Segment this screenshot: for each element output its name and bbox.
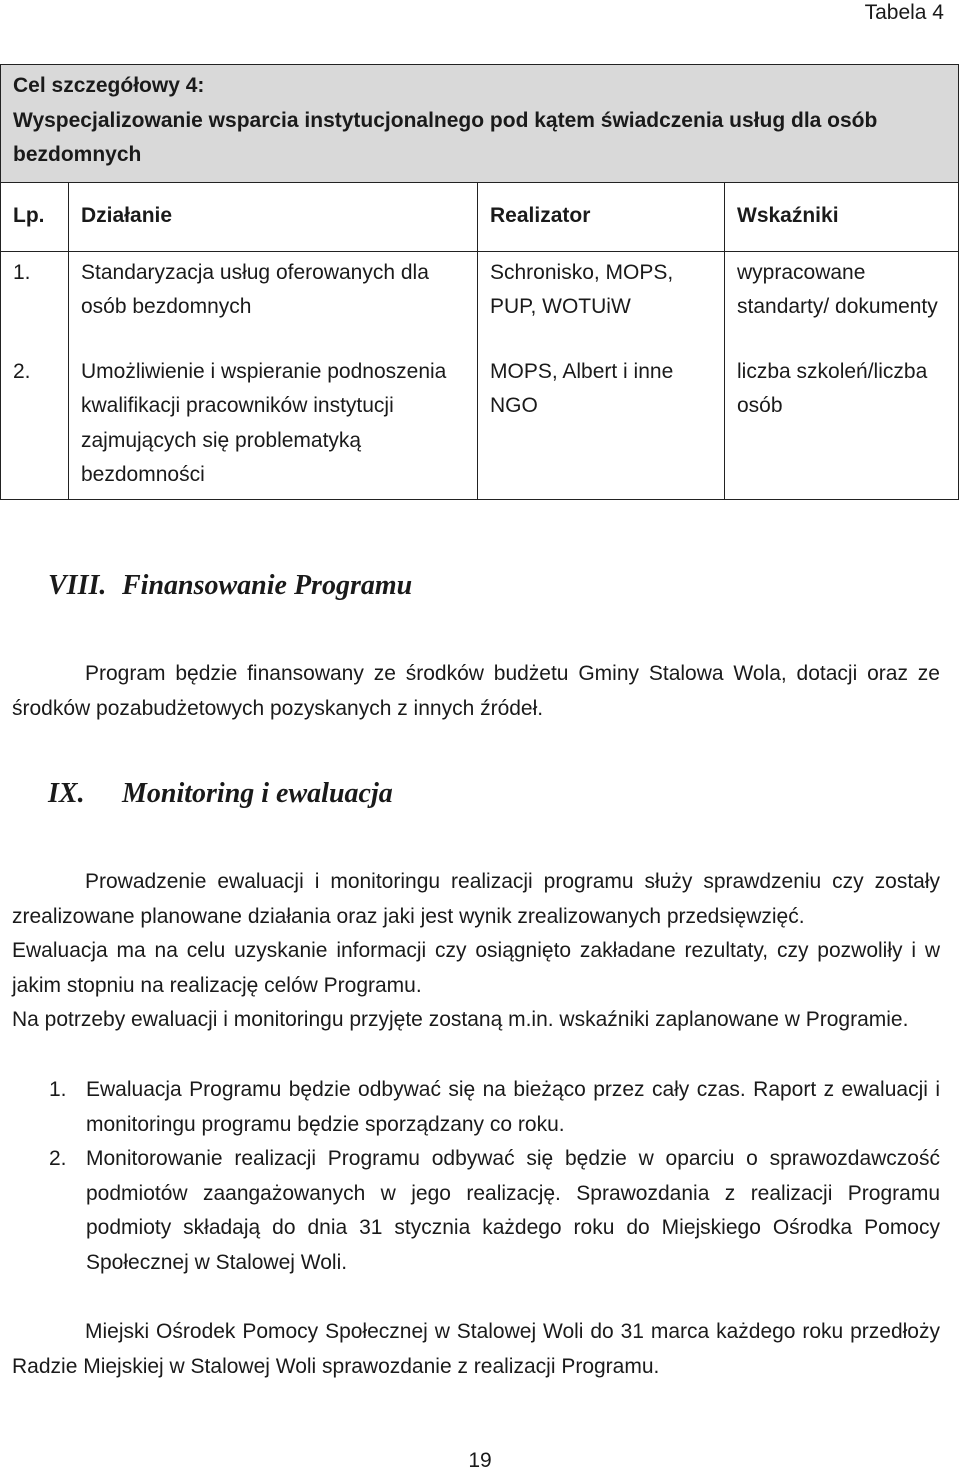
list-item-text: Monitorowanie realizacji Programu odbywać się będzie w oparciu o sprawozdawczość podmiotów zaangażowanych w jego realizację. Sprawozdania z realizacji Programu podmioty składają do dnia 31 stycznia każdego roku do Miejskiego Ośrodka Pomocy Społecznej w Stalowej Woli. [86,1147,940,1274]
row-wskazniki: liczba szkoleń/liczba osób [725,355,959,500]
section-8-title: Finansowanie Programu [122,570,413,601]
col-dzialanie: Działanie [69,182,478,251]
page-number: 19 [468,1449,492,1472]
col-lp: Lp. [1,182,69,251]
closing-paragraph: Miejski Ośrodek Pomocy Społecznej w Stalowej Woli do 31 marca każdego roku przedłoży Radzie Miejskiej w Stalowej Woli sprawozdanie z realizacji Programu. [12,1320,940,1378]
row-wskazniki: wypracowane standarty/ dokumenty [725,251,959,355]
goal-table [0,64,959,500]
list-item [12,1142,940,1280]
goal-line2: bezdomnych [13,143,142,166]
section-9-paragraph-3: Na potrzeby ewaluacji i monitoringu przyjęte zostaną m.in. wskaźniki zaplanowane w Programie. [12,1008,909,1031]
row-lp: 2. [1,355,69,500]
col-wskazniki: Wskaźniki [725,182,959,251]
list-item [12,1073,940,1142]
col-realizator: Realizator [478,182,725,251]
column-header-row [1,182,959,251]
list-item-text: Ewaluacja Programu będzie odbywać się na bieżąco przez cały czas. Raport z ewaluacji i monitoringu programu będzie sporządzany co roku. [86,1078,940,1136]
goal-header [1,65,959,183]
row-realizator: MOPS, Albert i inne NGO [478,355,725,500]
goal-title: Cel szczegółowy 4: [13,74,205,97]
section-9-title: Monitoring i ewaluacja [122,778,393,809]
list-item-number: 1. [49,1078,67,1101]
table-row [1,251,959,355]
list-item-number: 2. [49,1147,67,1170]
numbered-list [12,1073,940,1280]
section-9-paragraph-2: Ewaluacja ma na celu uzyskanie informacji czy osiągnięto zakładane rezultaty, czy pozwoliły i w jakim stopniu na realizację celów Programu. [12,939,940,997]
goal-line1: Wyspecjalizowanie wsparcia instytucjonalnego pod kątem świadczenia usług dla osób [13,108,878,132]
table-caption: Tabela 4 [864,1,944,24]
closing-text-block [12,1315,940,1384]
section-9-paragraph-1: Prowadzenie ewaluacji i monitoringu realizacji programu służy sprawdzeniu czy zostały zrealizowane planowane działania oraz jaki jest wynik zrealizowanych przedsięwzięć. [12,870,940,928]
row-dzialanie: Umożliwienie i wspieranie podnoszenia kwalifikacji pracowników instytucji zajmujących się problematyką bezdomności [69,355,478,500]
section-8-number: VIII. [48,570,107,601]
row-realizator: Schronisko, MOPS, PUP, WOTUiW [478,251,725,355]
section-8-text-block [12,657,940,726]
section-9-number: IX. [48,778,85,809]
section-9-heading [48,777,393,811]
section-8-paragraph: Program będzie finansowany ze środków budżetu Gminy Stalowa Wola, dotacji oraz ze środków pozabudżetowych pozyskanych z innych źródeł. [12,662,940,720]
table-row [1,355,959,500]
section-8-heading [48,569,412,603]
row-dzialanie: Standaryzacja usług oferowanych dla osób bezdomnych [69,251,478,355]
row-lp: 1. [1,251,69,355]
section-9-text-block [12,865,940,1038]
